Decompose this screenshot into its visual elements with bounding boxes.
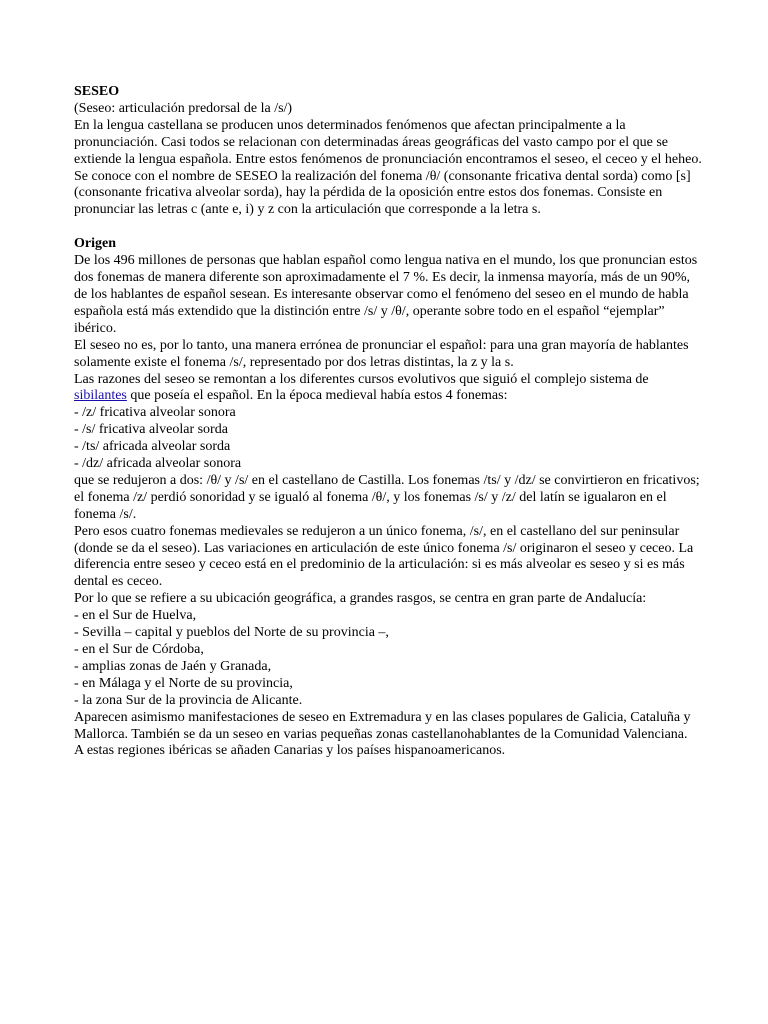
closing-paragraph: A estas regiones ibéricas se añaden Canarias y los países hispanoamericanos. [74, 743, 506, 759]
intro-paragraph-1: En la lengua castellana se producen unos determinados fenómenos que afectan principalmente a la pronunciación. Casi todos se relacionan con determinadas áreas geográficas del vasto campo por el que se extiende la lengua española. Entre estos fenómenos de pronunciación encontramos el seseo, el ceceo y el heheo. [74, 117, 702, 167]
reduction-paragraph: que se redujeron a dos: /θ/ y /s/ en el castellano de Castilla. Los fonemas /ts/ y /dz/ se convirtieron en fricativos; el fonema /z/ perdió sonoridad y se igualó al fonema /θ/, y los fonemas /s/ y /z/ del latín se igualaron en el fonema /s/. [74, 472, 700, 522]
phoneme-list-item: - /s/ fricativa alveolar sorda [74, 422, 228, 438]
document-body [74, 84, 704, 760]
reasons-text-before: Las razones del seseo se remontan a los diferentes cursos evolutivos que siguió el complejo sistema de [74, 371, 649, 387]
region-list-item: - amplias zonas de Jaén y Granada, [74, 658, 272, 674]
region-list-item: - la zona Sur de la provincia de Alicante. [74, 692, 303, 708]
other-regions-paragraph: Aparecen asimismo manifestaciones de seseo en Extremadura y en las clases populares de Galicia, Cataluña y Mallorca. También se da un seseo en varias pequeñas zonas castellanohablantes de la Comunidad Valenciana. [74, 709, 691, 742]
southern-paragraph: Pero esos cuatro fonemas medievales se redujeron a un único fonema, /s/, en el castellano del sur peninsular (donde se da el seseo). Las variaciones en articulación de este único fonema /s/ originaron el seseo y ceceo. La diferencia entre seseo y ceceo está en el predominio de la articulación: si es más alveolar es seseo y si es más dental es ceceo. [74, 523, 694, 590]
sibilantes-link[interactable]: sibilantes [74, 388, 127, 404]
section-spacer [74, 219, 704, 236]
origin-paragraph-2: El seseo no es, por lo tanto, una manera errónea de pronunciar el español: para una gran mayoría de hablantes solamente existe el fonema /s/, representado por dos letras distintas, la z y la s. [74, 337, 689, 370]
region-list-item: - Sevilla – capital y pueblos del Norte de su provincia –, [74, 625, 389, 641]
origin-paragraph-1: De los 496 millones de personas que hablan español como lengua nativa en el mundo, los que pronuncian estos dos fonemas de manera diferente son aproximadamente el 7 %. Es decir, la inmensa mayoría, más de un 90%, de los hablantes de español sesean. Es interesante observar como el fenómeno del seseo en el mundo de habla española está más extendido que la distinción entre /s/ y /θ/, operante sobre todo en el español “ejemplar” ibérico. [74, 253, 698, 336]
region-list-item: - en el Sur de Huelva, [74, 608, 197, 624]
origin-heading: Origen [74, 236, 116, 252]
document-subtitle: (Seseo: articulación predorsal de la /s/) [74, 100, 293, 116]
intro-paragraph-2: Se conoce con el nombre de SESEO la realización del fonema /θ/ (consonante fricativa dental sorda) como [s] (consonante fricativa alveolar sorda), hay la pérdida de la oposición entre estos dos fonemas. Consiste en pronunciar las letras c (ante e, i) y z con la articulación que corresponde a la letra s. [74, 168, 691, 218]
phoneme-list-item: - /dz/ africada alveolar sonora [74, 456, 242, 472]
region-list-item: - en Málaga y el Norte de su provincia, [74, 675, 293, 691]
document-title: SESEO [74, 84, 120, 99]
geography-paragraph: Por lo que se refiere a su ubicación geográfica, a grandes rasgos, se centra en gran parte de Andalucía: [74, 591, 647, 607]
phoneme-list-item: - /z/ fricativa alveolar sonora [74, 405, 236, 421]
reasons-paragraph [74, 372, 704, 406]
reasons-text-after: que poseía el español. En la época medieval había estos 4 fonemas: [126, 388, 508, 404]
phoneme-list-item: - /ts/ africada alveolar sorda [74, 439, 231, 455]
region-list-item: - en el Sur de Córdoba, [74, 642, 204, 657]
